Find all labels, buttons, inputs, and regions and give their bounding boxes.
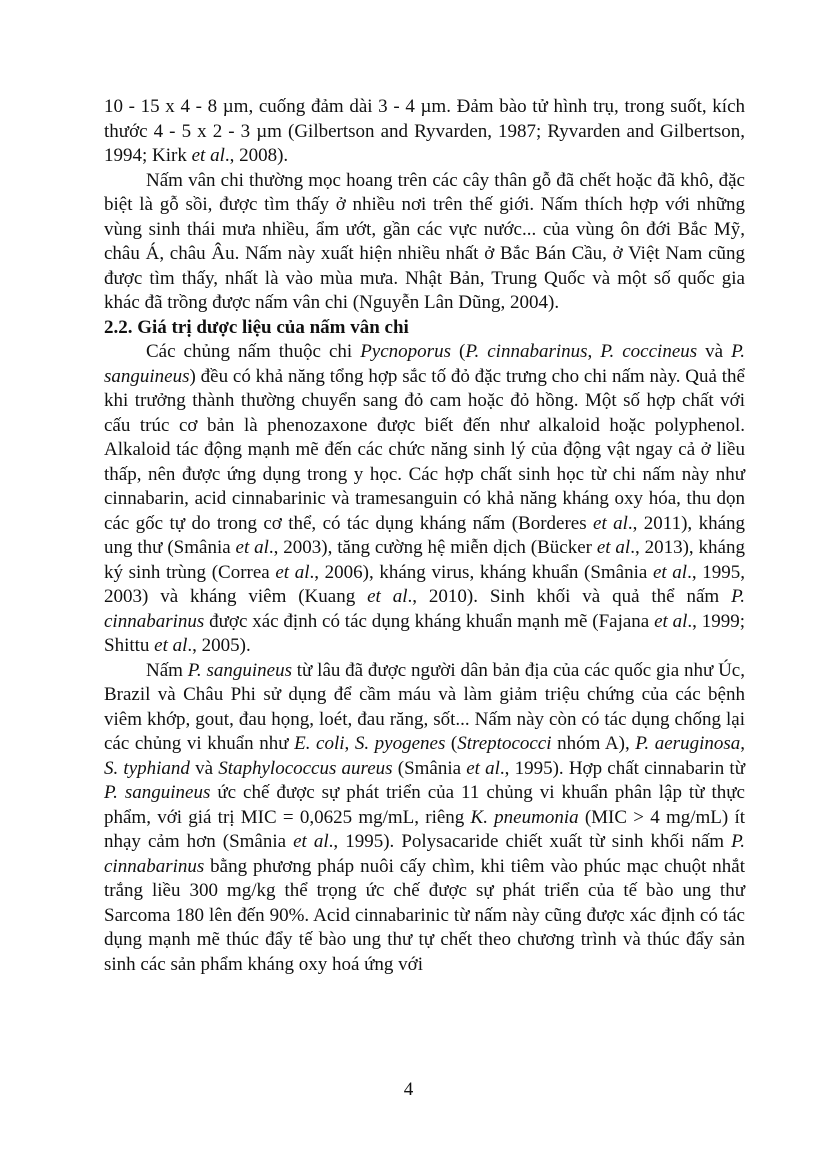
- text-run: ., 1995, 2003) và kháng viêm (Kuang: [104, 561, 745, 607]
- paragraph-p-sanguineus: [104, 659, 745, 978]
- text-run: ,: [740, 733, 745, 754]
- italic-run: S. pyogenes: [354, 733, 446, 754]
- text-run: ức chế được sự phát triển của 11 chủng vi khuẩn phân lập từ thực phẩm, với giá trị MIC = 0,0625 mg/mL, riêng: [104, 782, 745, 828]
- italic-run: P. sanguineus: [187, 659, 292, 681]
- text-run: ., 1999; Shittu: [104, 610, 746, 656]
- text-run: ., 2003), tăng cường hệ miễn dịch (Bücker: [268, 537, 597, 558]
- text-run: ., 2011), kháng ung thư (Smânia: [104, 512, 746, 558]
- text-run: ) đều có khả năng tổng hợp sắc tố đỏ đặc trưng cho chi nấm này. Quả thể khi trưởng thành thường chuyển sang đỏ cam hoặc đỏ hồng. Một số hợp chất với cấu trúc cơ bản là phenozaxone được biết đến như alkaloid hoặc polyphenol. Alkaloid tác động mạnh mẽ đến các chức năng sinh lý của động vật ngay cả ở liều thấp, nên được ứng dụng trong y học. Các hợp chất sinh học từ chi nấm này như cinnabarin, acid cinnabarinic và tramesanguin có khả năng kháng oxy hóa, thu dọn các gốc tự do trong cơ thể, có tác dụng kháng nấm (Borderes: [104, 365, 745, 534]
- section-heading: 2.2. Giá trị dược liệu của nấm vân chi: [104, 316, 409, 338]
- page-number: 4: [403, 1079, 414, 1100]
- italic-run: P. sanguineus: [104, 341, 746, 387]
- italic-run: K. pneumonia: [470, 806, 579, 828]
- italic-run: et al: [654, 610, 688, 632]
- text-run: ., 2005).: [187, 635, 251, 656]
- italic-run: et al: [652, 561, 688, 583]
- text-run: 10 - 15 x 4 - 8 µm, cuống đảm dài 3 - 4 µm. Đảm bào tử hình trụ, trong suốt, kích thước 4 - 5 x 2 - 3 µm (Gilbertson and Ryvarden, 1987; Ryvarden and Gilbertson, 1994; Kirk: [104, 96, 745, 166]
- text-run: và: [697, 341, 732, 362]
- document-page: [104, 95, 745, 977]
- text-run: (: [445, 733, 458, 754]
- italic-run: et al: [293, 831, 329, 852]
- italic-run: et al: [275, 561, 310, 583]
- italic-run: et al: [466, 757, 500, 779]
- text-run: (Smânia: [392, 757, 467, 779]
- italic-run: et al: [191, 145, 225, 166]
- text-run: ., 2008).: [224, 145, 289, 166]
- italic-run: et al: [154, 635, 188, 656]
- text-run: Các chủng nấm thuộc chi: [146, 341, 361, 362]
- text-run: ., 1995). Polysacaride chiết xuất từ sinh khối nấm: [328, 831, 732, 852]
- italic-run: Staphylococcus aureus: [218, 757, 393, 779]
- italic-run: et al: [593, 512, 628, 534]
- italic-run: S. typhiand: [104, 757, 190, 779]
- text-run: ., 2013), kháng ký sinh trùng (Correa: [104, 537, 745, 583]
- text-run: ., 2006), kháng virus, kháng khuẩn (Smânia: [309, 561, 653, 583]
- italic-run: P. cinnabarinus: [104, 831, 746, 877]
- italic-run: P. cinnabarinus: [104, 586, 746, 632]
- text-run: ,: [344, 733, 355, 754]
- italic-run: et al: [596, 537, 631, 558]
- text-run: nhóm A),: [551, 733, 636, 754]
- italic-run: Pycnoporus: [360, 341, 451, 362]
- text-run: và: [189, 757, 219, 779]
- paragraph-medicinal-value: [104, 340, 745, 659]
- italic-run: E. coli: [294, 733, 345, 754]
- italic-run: P. coccineus: [600, 341, 698, 362]
- text-run: (: [450, 341, 466, 362]
- italic-run: P. cinnabarinus: [465, 341, 588, 362]
- text-run: ., 1995). Hợp chất cinnabarin từ: [499, 757, 745, 779]
- text-run: ,: [587, 341, 601, 362]
- italic-run: P. sanguineus: [104, 782, 211, 803]
- paragraph-habitat: Nấm vân chi thường mọc hoang trên các cây thân gỗ đã chết hoặc đã khô, đặc biệt là gỗ sồi, được tìm thấy ở nhiều nơi trên thế giới. Nấm thích hợp với những vùng sinh thái mưa nhiều, ẩm ướt, gần các vực nước... của vùng ôn đới Bắc Mỹ, châu Á, châu Âu. Nấm này xuất hiện nhiều nhất ở Bắc Bán Cầu, ở Việt Nam cũng được tìm thấy, nhất là vào mùa mưa. Nhật Bản, Trung Quốc và một số quốc gia khác đã trồng được nấm vân chi (Nguyễn Lân Dũng, 2004).: [104, 169, 745, 313]
- italic-run: et al: [367, 586, 408, 607]
- paragraph-spore-description: [104, 95, 745, 169]
- text-run: bằng phương pháp nuôi cấy chìm, khi tiêm vào phúc mạc chuột nhắt trắng liều 300 mg/kg thể trọng ức chế được sự phát triển của tế bào ung thư Sarcoma 180 lên đến 90%. Acid cinnabarinic từ nấm này cũng được xác định có tác dụng mạnh mẽ thúc đẩy tế bào ung thư tự chết theo chương trình và thúc đẩy sản sinh các sản phẩm kháng oxy hoá ứng với: [104, 855, 745, 975]
- italic-run: et al: [235, 537, 269, 558]
- text-run: (MIC > 4 mg/mL) ít nhạy cảm hơn (Smânia: [104, 806, 746, 852]
- text-run: từ lâu đã được người dân bản địa của các quốc gia như Úc, Brazil và Châu Phi sử dụng để cầm máu và làm giảm triệu chứng của các bệnh viêm khớp, gout, đau họng, loét, đau răng, sốt... Nấm này còn có tác dụng chống lại các chủng vi khuẩn như: [104, 659, 745, 754]
- text-run: ., 2010). Sinh khối và quả thể nấm: [407, 586, 732, 607]
- text-run: Nấm: [146, 659, 188, 681]
- italic-run: P. aeruginosa: [635, 733, 741, 754]
- italic-run: Streptococci: [457, 733, 552, 754]
- text-run: được xác định có tác dụng kháng khuẩn mạnh mẽ (Fajana: [204, 610, 655, 632]
